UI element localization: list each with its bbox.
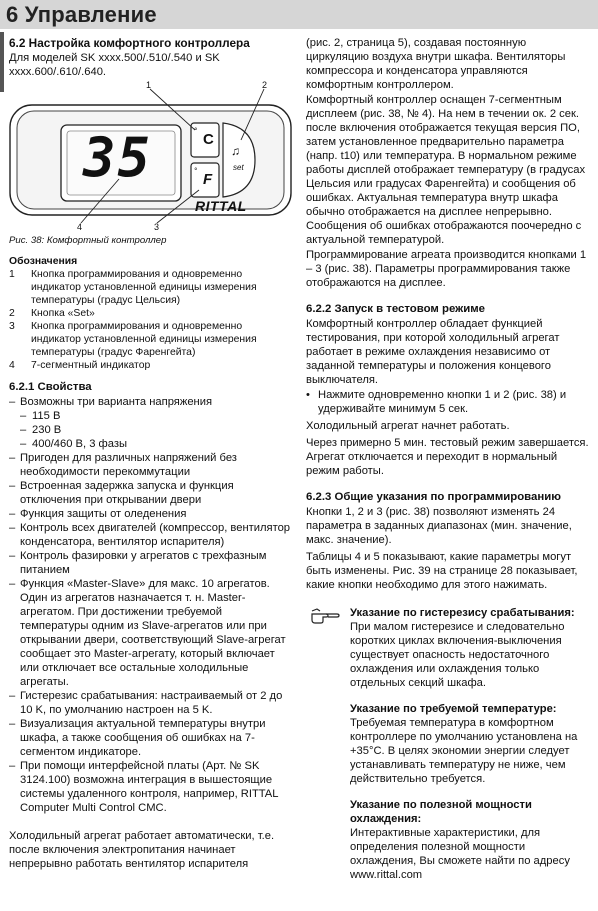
svg-text:°: ° [194, 127, 198, 135]
paragraph: Комфортный контроллер обладает функцией тестирования, при которой холодильный агрегат работает в режиме охлаждения независимо от заданной температуры и положения концевого выключателя. [306, 318, 560, 386]
list-item: – При помощи интерфейсной платы (Арт. № SK 3124.100) возможна интеграция в вышестоящие системы удаленного контроля, например, RITTAL Computer Multi Control CMC. [9, 760, 279, 814]
list-item: – Визуализация актуальной температуры внутри шкафа, а также сообщения об ошибках на 7-сегментом индикаторе. [9, 718, 266, 758]
note-item: Указание по полезной мощности охлаждения: Интерактивные характеристики, для определения полезной мощности охлаждения, Вы сможете найти по адресу www.rittal.com [350, 799, 570, 881]
margin-marker [0, 32, 4, 92]
list-item: – Пригоден для различных напряжений без необходимости перекоммутации [9, 452, 237, 478]
fahrenheit-button[interactable]: F [203, 171, 213, 188]
svg-text:°: ° [194, 167, 198, 175]
set-button[interactable]: set [233, 163, 244, 172]
callout-2: 2 [262, 80, 268, 90]
note-item: Указание по требуемой температуре: Требуемая температура в комфортном контроллере по умолчанию установлена на +35°С. В целях экономии энергии следует устанавливать температуру не ниже, чем действительно требуется. [350, 703, 578, 785]
bullet-item: • Нажмите одновременно кнопки 1 и 2 (рис. 38) и удерживайте минимум 5 сек. [306, 389, 567, 415]
paragraph: Через примерно 5 мин. тестовый режим завершается. Агрегат отключается и переходит в нормальный режим работы. [306, 437, 589, 477]
list-item: – 400/460 В, 3 фазы [20, 438, 128, 450]
paragraph: Кнопки 1, 2 и 3 (рис. 38) позволяют изменять 24 параметра в заданных диапазонах (мин. значение, макс. значение). [306, 506, 572, 546]
paragraph: Холодильный агрегат начнет работать. [306, 420, 510, 432]
bullet-icon: • [306, 389, 310, 401]
celsius-button[interactable]: C [203, 131, 214, 148]
right-column [306, 36, 589, 894]
voltage-list [9, 409, 292, 451]
callout-4: 4 [77, 222, 83, 232]
properties-list [9, 395, 292, 409]
list-item: – Встроенная задержка запуска и функция отключения при открывании двери [9, 480, 234, 506]
callout-1: 1 [146, 80, 152, 90]
legend-item: 3 Кнопка программирования и одновременно индикатор установленной единицы измерения температуры (градус Фаренгейта) [9, 321, 257, 358]
bell-icon: ♫ [231, 144, 240, 158]
pointing-hand-icon [306, 606, 350, 894]
brand-logo: RITTAL [195, 198, 247, 214]
left-column [9, 36, 292, 872]
paragraph: Комфортный контроллер оснащен 7-сегментным дисплеем (рис. 38, № 4). На нем в течении ок. 2 сек. после включения отображается текущая версия ПО, затем установленное предварительно параметра (напр. t10) или температура. В нормальном режиме работы дисплей отображает температуру (в градусах Цельсия или градусах Фаренгейта) и сообщения об ошибках. Актуальная температура внутр шкафа обычно отображается на дисплее непрерывно. Сообщения об ошибках отображаются поочередно с актуальной температурой. [306, 94, 586, 246]
legend-item: 2 Кнопка «Set» [9, 308, 95, 319]
list-item: – Функция «Master-Slave» для макс. 10 агрегатов. Один из агрегатов назначается т. н. Master-агрегатом. При достижении требуемой температуры одним из Slave-агрегатов или при открывании двери, соответствующий Slave-агрегат сообщает это Master-агрегату, который включает или отключает все остальные холодильные агрегаты. [9, 578, 286, 688]
page-header [0, 0, 598, 29]
note-item: Указание по гистерезису срабатывания: При малом гистерезисе и следовательно коротких циклах включения-выключения существует опасность недостаточного охлаждения или охлаждения только отдельных секций шкафа. [350, 607, 575, 689]
figure-caption: Рис. 38: Комфортный контроллер [9, 235, 167, 246]
programming-title: 6.2.3 Общие указания по программированию [306, 491, 561, 503]
test-mode-title: 6.2.2 Запуск в тестовом режиме [306, 303, 485, 315]
notes-box [306, 606, 589, 894]
list-item: – 115 В [20, 410, 61, 422]
notes-body [350, 606, 589, 894]
paragraph: Программирование агреата производится кнопками 1 – 3 (рис. 38). Параметры программирования также отображаются на дисплее. [306, 249, 587, 289]
controller-figure [9, 80, 292, 233]
seven-segment-display: 35 [83, 126, 153, 189]
paragraph: (рис. 2, страница 5), создавая постоянную циркуляцию воздуха внутри шкафа. Вентиляторы компрессора и конденсатора управляются комфортным контроллером. [306, 37, 566, 91]
list-item: – Контроль фазировки у агрегатов с трехфазным питанием [9, 550, 267, 576]
list-item: – Гистерезис срабатывания: настраиваемый от 2 до 10 K, по умолчанию настроен на 5 K. [9, 690, 283, 716]
list-item: – Контроль всех двигателей (компрессор, вентилятор конденсатора, вентилятор испарителя) [9, 522, 291, 548]
properties-list-cont [9, 451, 292, 815]
legend-item: 1 Кнопка программирования и одновременно индикатор установленной единицы измерения температуры (градус Цельсия) [9, 269, 257, 306]
legend-title: Обозначения [9, 256, 78, 267]
closing-paragraph: Холодильный агрегат работает автоматически, т.е. после включения электропитания начинает непрерывно работать вентилятор испарителя [9, 830, 275, 870]
list-item: – Возможны три варианта напряжения [9, 396, 213, 408]
callout-3: 3 [154, 222, 160, 232]
legend-item: 4 7-сегментный индикатор [9, 360, 151, 371]
chapter-title: 6 Управление [6, 2, 157, 27]
section-intro: Для моделей SK xxxx.500/.510/.540 и SK xxxx.600/.610/.640. [9, 52, 220, 78]
list-item: – Функция защиты от оледенения [9, 508, 187, 520]
paragraph: Таблицы 4 и 5 показывают, какие параметры могут быть изменены. Рис. 39 на странице 28 показывает, какие кнопки необходимо для этого нажимать. [306, 551, 578, 591]
list-item: – 230 В [20, 424, 62, 436]
section-title: 6.2 Настройка комфортного контроллера [9, 36, 250, 50]
properties-title: 6.2.1 Свойства [9, 381, 92, 393]
